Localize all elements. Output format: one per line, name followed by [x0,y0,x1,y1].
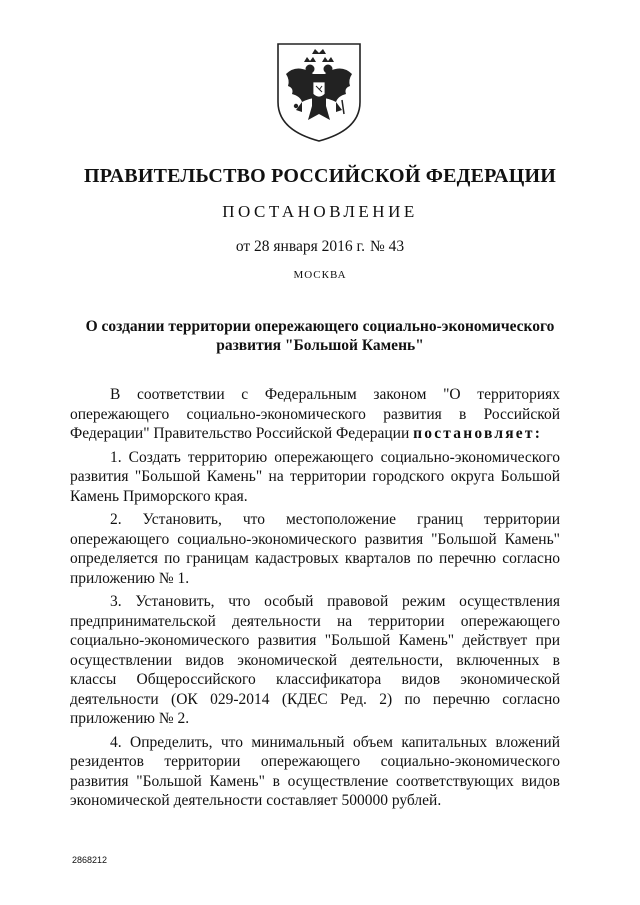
item-paragraph-4: 4. Определить, что минимальный объем капитальных вложений резидентов территории опережающего социально-экономического развития "Большой Камень" в осуществление соответствующих видов экономической деятельности составляет 500000 рублей. [70,733,560,809]
document-date: от 28 января 2016 г. [235,238,365,255]
document-city: МОСКВА [293,269,347,281]
government-title: ПРАВИТЕЛЬСТВО РОССИЙСКОЙ ФЕДЕРАЦИИ [84,165,556,187]
preamble-text: В соответствии с Федеральным законом "О территориях опережающего социально-экономического развития в Российской Федерации" Правительство Российской Федерации [70,386,560,442]
item-paragraph-2: 2. Установить, что местоположение границ территории опережающего социально-экономического развития "Большой Камень" определяется по границам кадастровых кварталов по перечню согласно приложению № 1. [70,511,560,587]
item-paragraph-1: 1. Создать территорию опережающего социально-экономического развития "Большой Камень" на территории городского округа Большой Камень Приморского края. [70,448,560,505]
document-heading: О создании территории опережающего социально-экономического развития "Большой Камень" [85,318,555,354]
footer-code: 2868212 [72,855,108,865]
item-paragraph-3: 3. Установить, что особый правовой режим осуществления предпринимательской деятельности на территории опережающего социально-экономического развития "Большой Камень" действует при осуществлении видов экономической деятельности, включенных в классы Общероссийского классификатора видов экономической деятельности (ОК 029-2014 (КДЕС Ред. 2) по перечню согласно приложению № 2. [70,593,560,727]
decree-word: постановляет: [413,425,543,442]
document-date-line [0,238,640,256]
document-body [70,385,560,815]
preamble-paragraph [70,385,560,444]
document-type: ПОСТАНОВЛЕНИЕ [222,202,418,221]
coat-of-arms-icon [272,40,366,144]
document-number: № 43 [369,238,405,255]
